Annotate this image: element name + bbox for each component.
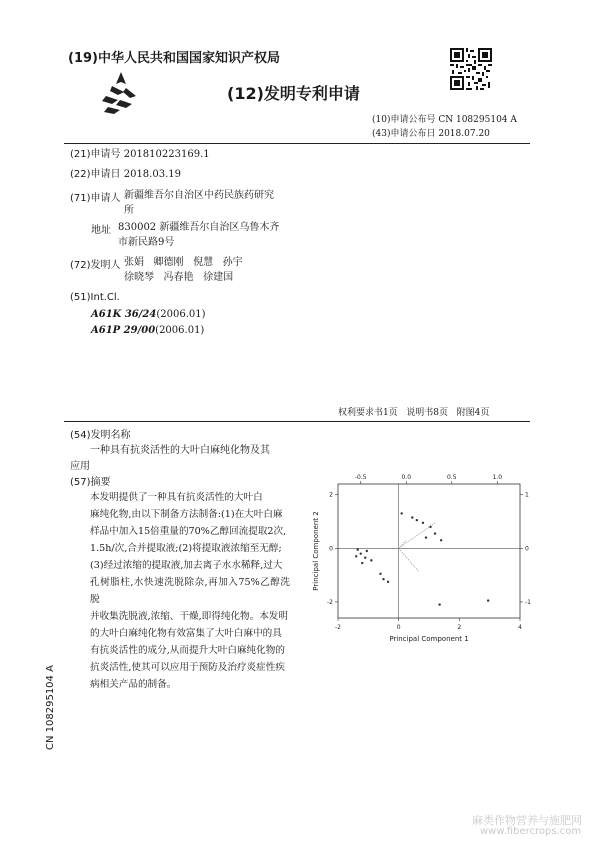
side-publication-number: CN 108295104 A: [45, 665, 56, 750]
ipc-version-1: (2006.01): [156, 309, 206, 320]
address-line-1: 830002 新疆维吾尔自治区乌鲁木齐: [118, 222, 280, 233]
right-tick-label: 1: [525, 491, 529, 499]
right-tick-label: 0: [525, 545, 529, 553]
inventors-line-1: 张娟 卿德刚 倪慧 孙宇: [124, 257, 243, 268]
invention-title-line-1: 一种具有抗炎活性的大叶白麻纯化物及其: [90, 445, 270, 456]
x-tick-label: 2: [457, 624, 462, 631]
score-point: [387, 581, 389, 583]
score-point: [434, 532, 436, 534]
publication-number-label: (10)申请公布号: [372, 115, 436, 125]
top-tick-label: 0.5: [446, 474, 457, 481]
score-point: [438, 603, 440, 605]
x-tick-label: -2: [335, 624, 341, 631]
score-point: [364, 557, 366, 559]
top-tick-label: 0.0: [401, 474, 412, 481]
applicant-label: (71)申请人: [70, 193, 121, 204]
pages-divider: [64, 421, 530, 422]
score-point: [357, 548, 359, 550]
y-tick-label: -2: [327, 598, 333, 606]
score-point: [366, 550, 368, 552]
header-divider: [64, 143, 530, 144]
score-point: [487, 599, 489, 601]
inventors-label: (72)发明人: [70, 260, 121, 271]
publication-date-label: (43)申请公布日: [372, 129, 436, 139]
filing-date-line: [70, 168, 181, 182]
score-point: [370, 559, 372, 561]
filing-date-label: (22)申请日: [70, 169, 121, 180]
y-tick-label: 0: [329, 545, 333, 553]
application-number-line: [70, 148, 210, 162]
score-point: [361, 562, 363, 564]
x-tick-label: 4: [518, 624, 522, 631]
abstract-text: 本发明提供了一种具有抗炎活性的大叶白 麻纯化物,由以下制备方法制备:(1)在大叶白麻 样品中加入15倍重量的70%乙醇回流提取2次, 1.5h/次,合并提取液;(2)将提取液浓缩至无醇; (3)经过浓缩的提取液,加去离子水水稀释,过大 孔树脂柱,水快速洗脱除杂,再加入75%乙醇洗脱 并收集洗脱液,浓缩、干燥,即得纯化物。本发明 的大叶白麻纯化物有效富集了大叶白麻中的具 有抗炎活性的成分,从而提升大叶白麻纯化物的 抗炎活性,使其可以应用于预防及治疗炎症性疾 病相关产品的制备。: [90, 492, 290, 690]
score-point: [425, 536, 427, 538]
publication-date: 2018.07.20: [438, 129, 490, 139]
ipc-label: (51)Int.Cl.: [70, 292, 120, 303]
watermark-line-2: www.fibercrops.com: [480, 826, 582, 837]
score-point: [422, 522, 424, 524]
score-point: [411, 516, 413, 518]
score-point: [440, 539, 442, 541]
invention-title-line-2: 应用: [70, 461, 90, 472]
qr-code: [450, 48, 492, 90]
abstract-label: (57)摘要: [70, 477, 111, 488]
application-number: 201810223169.1: [123, 149, 210, 160]
address-label: 地址: [91, 225, 111, 236]
y-axis-title: Principal Component 2: [312, 511, 320, 591]
ipc-version-2: (2006.01): [155, 325, 205, 336]
ipc-line-1: [91, 308, 206, 322]
ipc-line-2: [91, 324, 204, 338]
score-point: [429, 526, 431, 528]
top-tick-label: -0.5: [354, 474, 367, 481]
address-line-2: 市新民路9号: [118, 237, 175, 248]
top-tick-label: 1.0: [492, 474, 503, 481]
inventors-line-2: 徐晓琴 冯春艳 徐建国: [124, 272, 234, 283]
ipc-code-1: A61K 36/24: [91, 309, 157, 320]
office-name: (19)中华人民共和国国家知识产权局: [68, 51, 280, 66]
publication-date-line: [372, 128, 490, 141]
loading-vector: [399, 540, 407, 548]
watermark-line-1: 麻类作物营养与施肥网: [472, 814, 582, 827]
title-label: (54)发明名称: [70, 430, 131, 441]
qr-code-icon: [450, 48, 492, 90]
y-tick-label: 2: [329, 491, 333, 499]
applicant-line-2: 所: [124, 205, 134, 216]
application-number-label: (21)申请号: [70, 149, 121, 160]
score-point: [360, 552, 362, 554]
ipc-code-2: A61P 29/00: [91, 325, 156, 336]
right-tick-label: -1: [525, 598, 531, 606]
applicant-line-1: 新疆维吾尔自治区中药民族药研究: [124, 190, 274, 201]
plot-frame: [338, 484, 520, 618]
cnipa-emblem-icon: [98, 70, 144, 116]
score-point: [382, 578, 384, 580]
score-point: [416, 519, 418, 521]
pages-info: 权利要求书1页 说明书8页 附图4页: [338, 408, 490, 418]
publication-number-line: [372, 114, 517, 127]
score-point: [401, 512, 403, 514]
score-point: [379, 573, 381, 575]
publication-number: CN 108295104 A: [438, 115, 517, 125]
document-type: (12)发明专利申请: [227, 84, 360, 103]
loading-vector: [399, 548, 419, 571]
score-point: [355, 555, 357, 557]
pca-biplot: [308, 470, 540, 660]
filing-date: 2018.03.19: [123, 169, 181, 180]
x-tick-label: 0: [396, 624, 401, 631]
x-axis-title: Principal Component 1: [389, 635, 469, 643]
